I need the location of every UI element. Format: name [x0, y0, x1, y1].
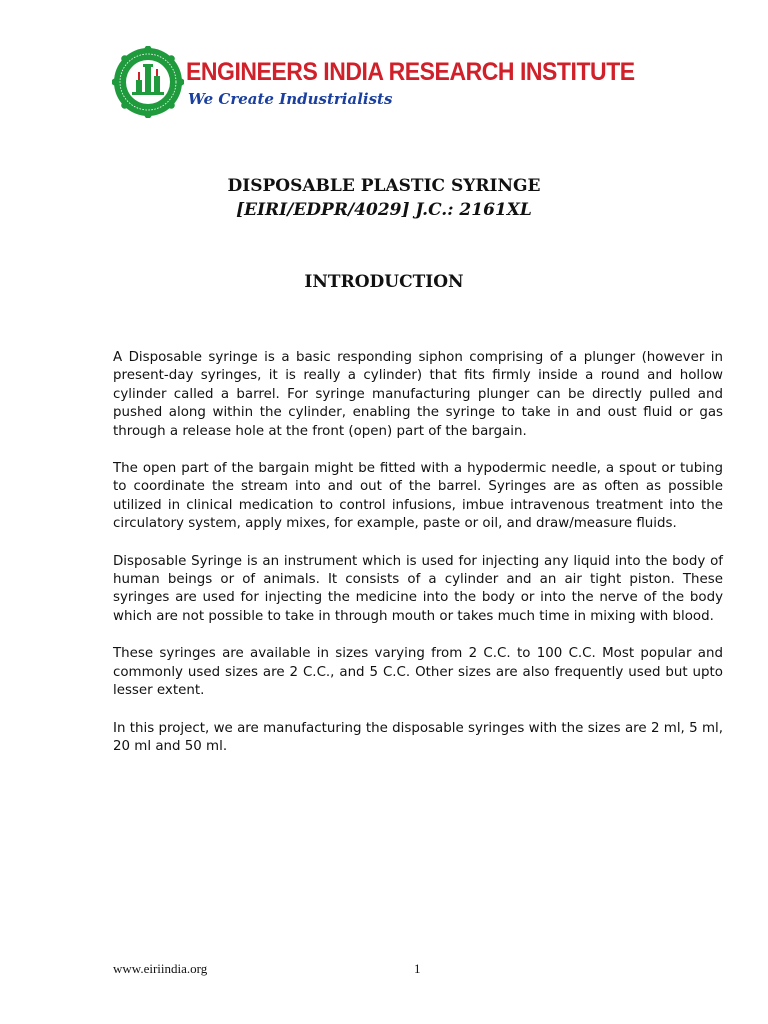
- document-body: [113, 349, 723, 775]
- page-number: 1: [414, 961, 421, 976]
- page-header: [112, 46, 635, 122]
- paragraph: Disposable Syringe is an instrument which is used for injecting any liquid into the body of human beings or of animals. It consists of a cylinder and an air tight piston. These syringes are used for injecting the medicine into the body or into the nerve of the body which are not possible to take in through mouth or takes much time in mixing with blood.: [113, 553, 723, 624]
- footer-website-link[interactable]: www.eiriindia.org: [113, 961, 208, 976]
- paragraph: In this project, we are manufacturing the disposable syringes with the sizes are 2 ml, 5 ml, 20 ml and 50 ml.: [113, 720, 723, 754]
- paragraph: A Disposable syringe is a basic responding siphon comprising of a plunger (however in present-day syringes, it is really a cylinder) that fits firmly inside a round and hollow cylinder called a barrel. For syringe manufacturing plunger can be directly pulled and pushed along within the cylinder, enabling the syringe to take in and oust fluid or gas through a release hole at the front (open) part of the bargain.: [113, 350, 723, 439]
- eiri-logo-seal: [112, 46, 184, 118]
- document-title: DISPOSABLE PLASTIC SYRINGE: [227, 176, 541, 196]
- paragraph: These syringes are available in sizes varying from 2 C.C. to 100 C.C. Most popular and commonly used sizes are 2 C.C., and 5 C.C. Other sizes are also frequently used but upto lesser extent.: [113, 646, 723, 699]
- paragraph: The open part of the bargain might be fitted with a hypodermic needle, a spout or tubing to coordinate the stream into and out of the barrel. Syringes are as often as possible utilized in clinical medication to control infusions, imbue intravenous treatment into the circulatory system, apply mixes, for example, paste or oil, and draw/measure fluids.: [113, 461, 723, 532]
- document-code: [EIRI/EDPR/4029] J.C.: 2161XL: [236, 200, 532, 220]
- section-heading: INTRODUCTION: [304, 272, 464, 292]
- organization-name: ENGINEERS INDIA RESEARCH INSTITUTE: [186, 58, 635, 86]
- organization-tagline: We Create Industrialists: [188, 90, 393, 108]
